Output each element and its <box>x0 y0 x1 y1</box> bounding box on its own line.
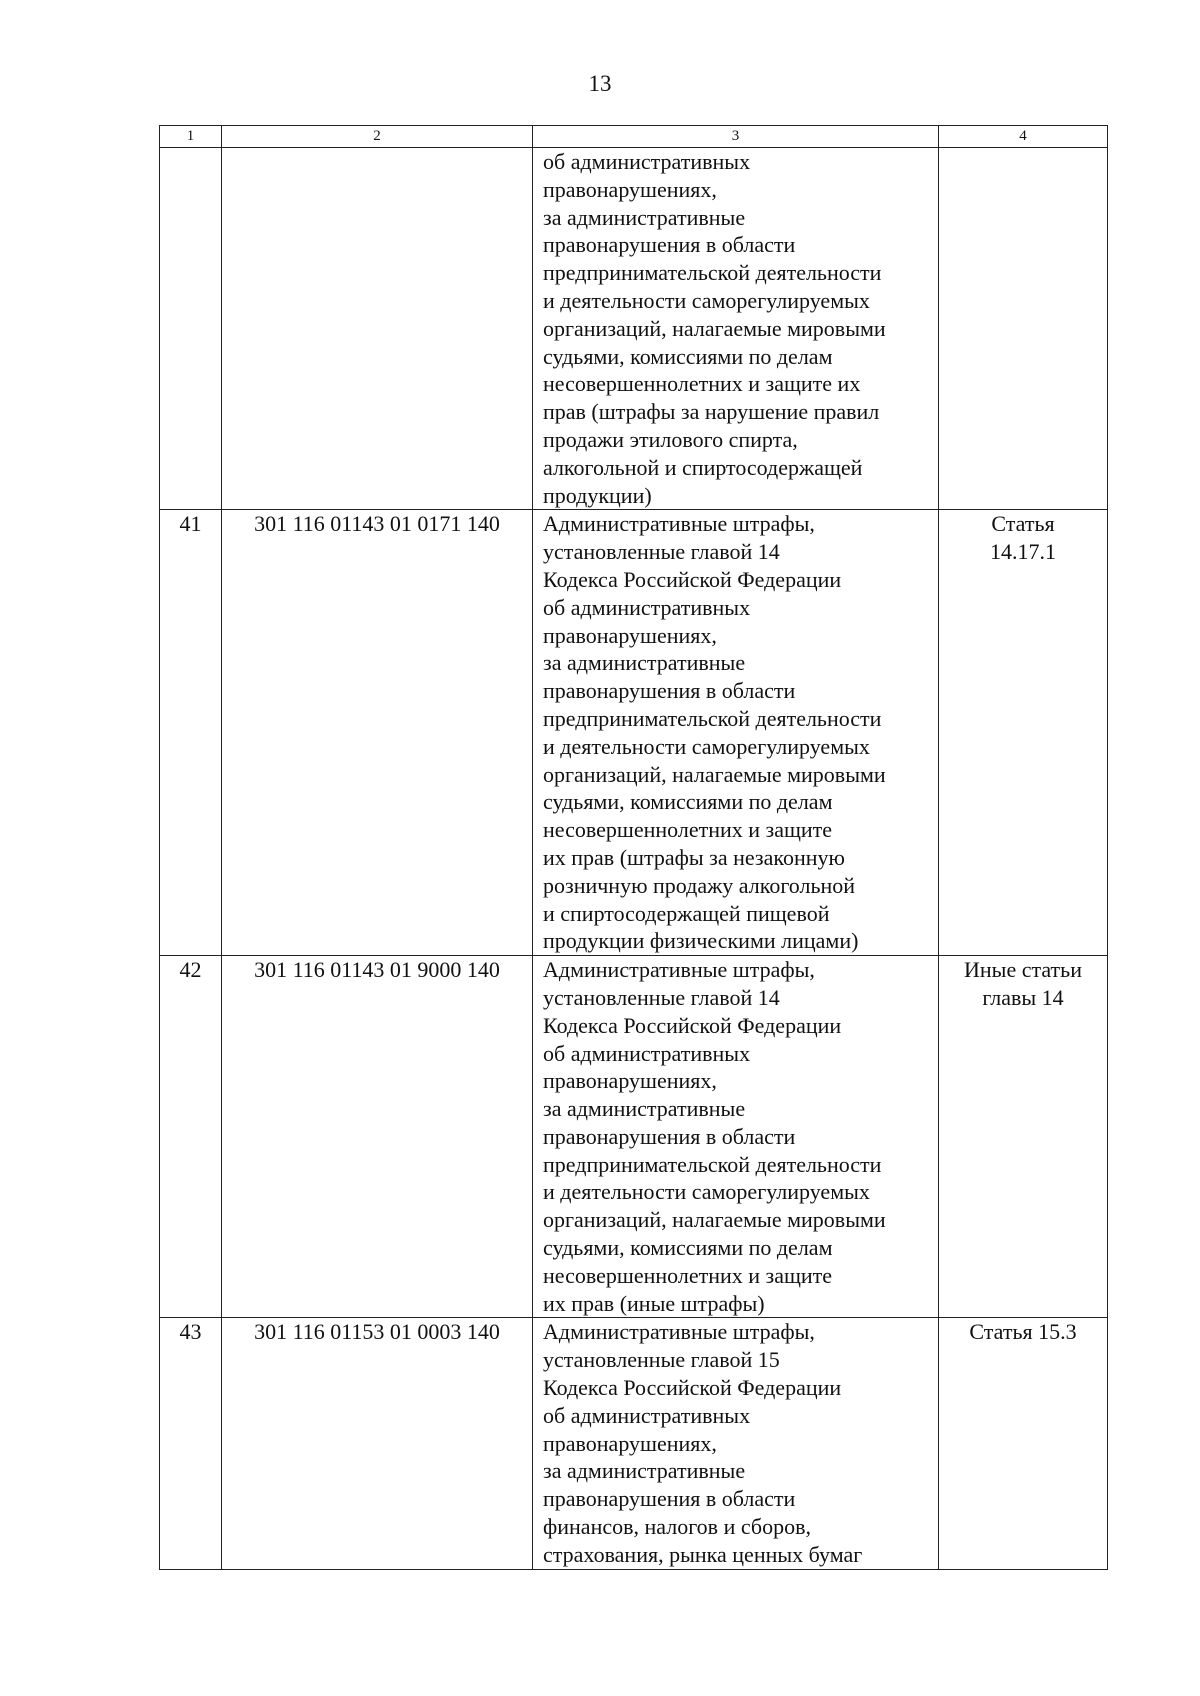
article-cell <box>939 1318 1108 1569</box>
page-number: 13 <box>588 71 612 96</box>
description-line: за административные <box>543 650 746 676</box>
description-line: прав (штрафы за нарушение правил <box>543 399 880 425</box>
table-header-row <box>160 126 1108 148</box>
description-line: предпринимательской деятельности <box>543 260 882 286</box>
budget-code: 301 116 01143 01 0171 140 <box>222 510 533 956</box>
budget-codes-table <box>159 125 1108 1570</box>
description-line: правонарушения в области <box>543 232 796 258</box>
description-line: установленные главой 14 <box>543 539 780 565</box>
description-line: правонарушениях, <box>543 1430 717 1456</box>
description-line: судьями, комиссиями по делам <box>543 343 833 369</box>
description-line: об административных <box>543 594 751 620</box>
article-line: Статья 15.3 <box>969 1319 1077 1345</box>
description-cell <box>533 148 939 510</box>
table-row <box>160 148 1108 510</box>
description-line: их прав (иные штрафы) <box>543 1290 765 1316</box>
description-line: организаций, налагаемые мировыми <box>543 1207 886 1233</box>
table-row <box>160 956 1108 1318</box>
description-line: Кодекса Российской Федерации <box>543 1375 842 1401</box>
article-line: Статья <box>991 511 1055 537</box>
description-line: их прав (штрафы за незаконную <box>543 844 845 870</box>
description-cell <box>533 956 939 1318</box>
description-line: и деятельности саморегулируемых <box>543 1179 870 1205</box>
description-line: Кодекса Российской Федерации <box>543 566 842 592</box>
description-line: организаций, налагаемые мировыми <box>543 761 886 787</box>
description-line: несовершеннолетних и защите их <box>543 371 861 397</box>
description-line: несовершеннолетних и защите <box>543 1262 833 1288</box>
description-line: судьями, комиссиями по делам <box>543 1235 833 1261</box>
article-line: 14.17.1 <box>990 539 1056 565</box>
description-line: за административные <box>543 1096 746 1122</box>
budget-code: 301 116 01153 01 0003 140 <box>222 1318 533 1569</box>
header-col-4: 4 <box>939 126 1108 148</box>
row-number: 43 <box>160 1318 222 1569</box>
description-line: установленные главой 15 <box>543 1347 780 1373</box>
header-col-1: 1 <box>160 126 222 148</box>
row-number <box>160 148 222 510</box>
description-line: правонарушениях, <box>543 1068 717 1094</box>
description-line: организаций, налагаемые мировыми <box>543 315 886 341</box>
description-line: Административные штрафы, <box>543 511 815 537</box>
article-cell <box>939 510 1108 956</box>
description-line: об административных <box>543 1402 751 1428</box>
description-line: алкогольной и спиртосодержащей <box>543 454 863 480</box>
description-cell <box>533 1318 939 1569</box>
description-line: и деятельности саморегулируемых <box>543 733 870 759</box>
description-line: за административные <box>543 204 746 230</box>
description-line: правонарушениях, <box>543 176 717 202</box>
header-col-2: 2 <box>222 126 533 148</box>
budget-code <box>222 148 533 510</box>
article-line: главы 14 <box>982 984 1064 1010</box>
article-cell <box>939 956 1108 1318</box>
article-cell <box>939 148 1108 510</box>
description-line: Кодекса Российской Федерации <box>543 1012 842 1038</box>
description-line: за административные <box>543 1458 746 1484</box>
description-line: правонарушения в области <box>543 1123 796 1149</box>
description-line: финансов, налогов и сборов, <box>543 1514 811 1540</box>
table-row <box>160 510 1108 956</box>
description-line: предпринимательской деятельности <box>543 705 882 731</box>
header-col-3: 3 <box>533 126 939 148</box>
description-line: установленные главой 14 <box>543 984 780 1010</box>
description-line: и деятельности саморегулируемых <box>543 287 870 313</box>
description-cell <box>533 510 939 956</box>
description-line: несовершеннолетних и защите <box>543 817 833 843</box>
description-line: Административные штрафы, <box>543 1319 815 1345</box>
description-line: правонарушения в области <box>543 1486 796 1512</box>
description-line: судьями, комиссиями по делам <box>543 789 833 815</box>
table-body <box>160 148 1108 1570</box>
description-line: об административных <box>543 149 751 174</box>
description-line: правонарушения в области <box>543 678 796 704</box>
description-line: продукции) <box>543 482 652 508</box>
row-number: 42 <box>160 956 222 1318</box>
description-line: Административные штрафы, <box>543 957 815 983</box>
description-line: продукции физическими лицами) <box>543 928 859 954</box>
budget-code: 301 116 01143 01 9000 140 <box>222 956 533 1318</box>
description-line: предпринимательской деятельности <box>543 1151 882 1177</box>
description-line: правонарушениях, <box>543 622 717 648</box>
table-row <box>160 1318 1108 1569</box>
description-line: об административных <box>543 1040 751 1066</box>
article-line: Иные статьи <box>964 957 1082 983</box>
description-line: страхования, рынка ценных бумаг <box>543 1541 863 1567</box>
description-line: розничную продажу алкогольной <box>543 872 856 898</box>
description-line: продажи этилового спирта, <box>543 426 798 452</box>
description-line: и спиртосодержащей пищевой <box>543 900 830 926</box>
row-number: 41 <box>160 510 222 956</box>
